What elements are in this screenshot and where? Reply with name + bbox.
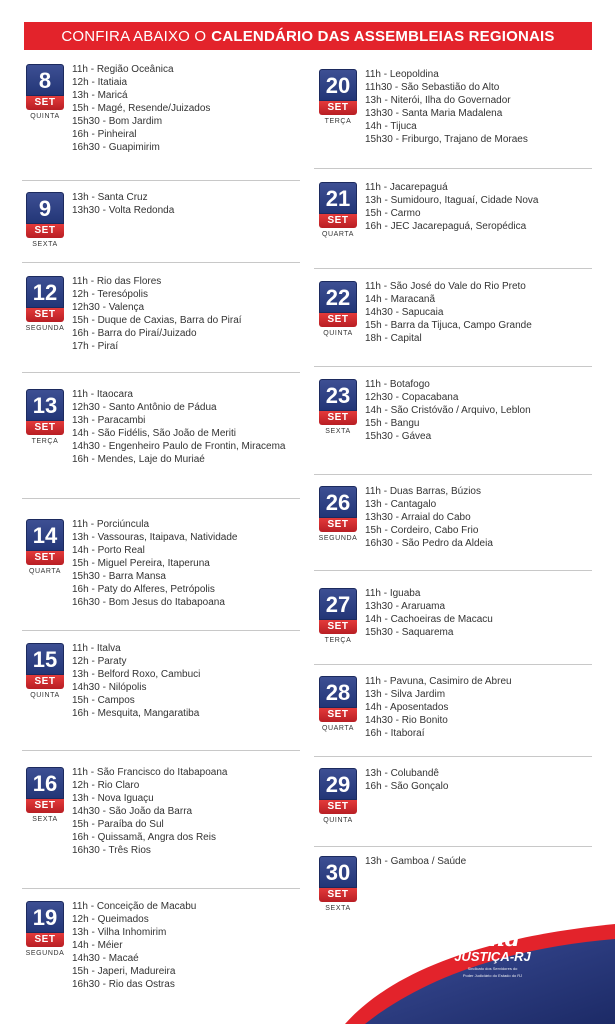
separator-line	[314, 366, 592, 367]
session-item: 15h - Paraíba do Sul	[72, 819, 164, 830]
separator-line	[314, 570, 592, 571]
session-item: 14h - Méier	[72, 940, 123, 951]
banner-prefix: CONFIRA ABAIXO O	[61, 27, 207, 45]
date-badge	[319, 676, 357, 732]
session-item: 11h - Duas Barras, Búzios	[365, 486, 481, 497]
day-number: 12	[26, 276, 64, 308]
day-number: 8	[26, 64, 64, 96]
session-item: 11h - Jacarepaguá	[365, 182, 448, 193]
date-badge	[319, 588, 357, 644]
session-item: 15h - Japeri, Madureira	[72, 966, 176, 977]
weekday-label: SEGUNDA	[25, 325, 65, 332]
date-badge	[319, 379, 357, 435]
month-label: SET	[319, 620, 357, 634]
session-item: 13h - Vassouras, Itaipava, Natividade	[72, 532, 238, 543]
separator-line	[314, 664, 592, 665]
weekday-label: TERÇA	[31, 438, 59, 445]
day-number: 23	[319, 379, 357, 411]
weekday-label: TERÇA	[324, 637, 352, 644]
session-item: 11h - Conceição de Macabu	[72, 901, 197, 912]
session-list	[72, 191, 174, 217]
session-item: 15h - Miguel Pereira, Itaperuna	[72, 558, 210, 569]
session-item: 13h - Gamboa / Saúde	[365, 856, 467, 867]
weekday-label: SEXTA	[32, 816, 58, 823]
weekday-label: SEGUNDA	[25, 950, 65, 957]
month-label: SET	[26, 308, 64, 322]
logo-justica: JUSTIÇA-RJ	[454, 949, 531, 964]
session-item: 15h30 - Bom Jardim	[72, 116, 163, 127]
session-item: 16h - Quissamã, Angra dos Reis	[72, 832, 216, 843]
month-label: SET	[319, 411, 357, 425]
session-list	[365, 767, 448, 793]
session-item: 15h30 - Saquarema	[365, 627, 454, 638]
month-label: SET	[26, 421, 64, 435]
session-item: 14h - São Fidélis, São João de Meriti	[72, 428, 236, 439]
session-item: 15h - Campos	[72, 695, 135, 706]
session-list	[72, 63, 210, 154]
separator-line	[22, 180, 300, 181]
weekday-label: QUINTA	[30, 113, 60, 120]
session-item: 13h - Maricá	[72, 90, 128, 101]
session-item: 14h30 - Rio Bonito	[365, 715, 448, 726]
separator-line	[314, 168, 592, 169]
session-item: 14h - Aposentados	[365, 702, 449, 713]
session-item: 13h - Belford Roxo, Cambuci	[72, 669, 201, 680]
separator-line	[22, 262, 300, 263]
session-item: 13h - Sumidouro, Itaguaí, Cidade Nova	[365, 195, 539, 206]
weekday-label: SEXTA	[32, 241, 58, 248]
day-number: 30	[319, 856, 357, 888]
weekday-label: QUINTA	[323, 817, 353, 824]
weekday-label: QUARTA	[321, 231, 355, 238]
session-list	[365, 485, 493, 550]
session-item: 14h30 - Sapucaia	[365, 307, 444, 318]
separator-line	[314, 756, 592, 757]
session-item: 16h30 - Bom Jesus do Itabapoana	[72, 597, 225, 608]
month-label: SET	[26, 933, 64, 947]
month-label: SET	[319, 518, 357, 532]
session-list	[365, 855, 466, 868]
session-item: 12h - Rio Claro	[72, 780, 140, 791]
month-label: SET	[26, 224, 64, 238]
session-item: 13h - Santa Cruz	[72, 192, 148, 203]
session-list	[72, 518, 237, 609]
weekday-label: QUARTA	[321, 725, 355, 732]
session-item: 14h30 - Nilópolis	[72, 682, 147, 693]
month-label: SET	[319, 214, 357, 228]
date-badge	[26, 643, 64, 699]
session-item: 14h30 - São João da Barra	[72, 806, 193, 817]
session-item: 13h30 - Araruama	[365, 601, 446, 612]
session-item: 11h - Pavuna, Casimiro de Abreu	[365, 676, 512, 687]
session-item: 16h30 - Guapimirim	[72, 142, 160, 153]
weekday-label: QUINTA	[30, 692, 60, 699]
month-label: SET	[319, 708, 357, 722]
day-number: 13	[26, 389, 64, 421]
session-item: 15h - Barra da Tijuca, Campo Grande	[365, 320, 532, 331]
session-item: 15h - Carmo	[365, 208, 421, 219]
day-number: 22	[319, 281, 357, 313]
session-item: 13h - Colubandê	[365, 768, 439, 779]
session-item: 11h - Iguaba	[365, 588, 421, 599]
header-banner	[24, 22, 592, 50]
session-item: 16h - Paty do Alferes, Petrópolis	[72, 584, 215, 595]
session-item: 12h - Queimados	[72, 914, 149, 925]
month-label: SET	[319, 888, 357, 902]
session-item: 11h - Italva	[72, 643, 121, 654]
month-label: SET	[319, 313, 357, 327]
weekday-label: SEXTA	[325, 905, 351, 912]
logo-sind: Sind	[464, 926, 521, 952]
session-item: 11h - Botafogo	[365, 379, 430, 390]
separator-line	[22, 498, 300, 499]
month-label: SET	[26, 551, 64, 565]
session-item: 13h30 - Volta Redonda	[72, 205, 175, 216]
separator-line	[22, 750, 300, 751]
day-number: 14	[26, 519, 64, 551]
session-item: 15h30 - Barra Mansa	[72, 571, 166, 582]
banner-title: CALENDÁRIO DAS ASSEMBLEIAS REGIONAIS	[211, 27, 555, 45]
month-label: SET	[26, 799, 64, 813]
session-item: 15h30 - Friburgo, Trajano de Moraes	[365, 134, 528, 145]
sind-justica-logo	[440, 928, 545, 978]
month-label: SET	[319, 800, 357, 814]
session-item: 14h30 - Macaé	[72, 953, 139, 964]
session-list	[365, 675, 512, 740]
day-number: 26	[319, 486, 357, 518]
date-badge	[26, 192, 64, 248]
session-item: 13h - Nova Iguaçu	[72, 793, 154, 804]
session-item: 12h - Paraty	[72, 656, 127, 667]
session-item: 11h - Leopoldina	[365, 69, 439, 80]
session-item: 15h - Cordeiro, Cabo Frio	[365, 525, 479, 536]
date-badge	[26, 64, 64, 120]
weekday-label: SEGUNDA	[318, 535, 358, 542]
day-number: 9	[26, 192, 64, 224]
logo-subtitle-2: Poder Judiciário do Estado do RJ	[462, 973, 523, 978]
session-item: 14h - Cachoeiras de Macacu	[365, 614, 493, 625]
date-badge	[26, 901, 64, 957]
session-item: 12h30 - Santo Antônio de Pádua	[72, 402, 217, 413]
session-list	[365, 280, 532, 345]
session-item: 13h - Silva Jardim	[365, 689, 446, 700]
session-item: 12h - Itatiaia	[72, 77, 128, 88]
date-badge	[319, 486, 357, 542]
session-list	[365, 68, 528, 146]
session-item: 16h30 - Rio das Ostras	[72, 979, 175, 990]
session-item: 14h - Tijuca	[365, 121, 417, 132]
session-item: 11h - São José do Vale do Rio Preto	[365, 281, 526, 292]
session-item: 16h - Pinheiral	[72, 129, 137, 140]
month-label: SET	[26, 96, 64, 110]
session-item: 13h30 - Arraial do Cabo	[365, 512, 471, 523]
session-item: 13h - Paracambi	[72, 415, 146, 426]
session-list	[365, 378, 531, 443]
session-list	[365, 587, 493, 639]
weekday-label: TERÇA	[324, 118, 352, 125]
session-item: 12h30 - Copacabana	[365, 392, 459, 403]
date-badge	[319, 182, 357, 238]
session-item: 16h30 - Três Rios	[72, 845, 151, 856]
month-label: SET	[26, 675, 64, 689]
day-number: 29	[319, 768, 357, 800]
date-badge	[319, 281, 357, 337]
day-number: 21	[319, 182, 357, 214]
session-item: 11h - Itaocara	[72, 389, 133, 400]
session-item: 15h - Magé, Resende/Juizados	[72, 103, 211, 114]
separator-line	[22, 888, 300, 889]
date-badge	[26, 767, 64, 823]
session-item: 16h - Itaboraí	[365, 728, 425, 739]
session-list	[72, 275, 242, 353]
separator-line	[22, 630, 300, 631]
session-list	[365, 181, 538, 233]
session-item: 13h - Vilha Inhomirim	[72, 927, 167, 938]
session-item: 13h30 - Santa Maria Madalena	[365, 108, 503, 119]
session-item: 16h - Mendes, Laje do Muriaé	[72, 454, 205, 465]
separator-line	[314, 268, 592, 269]
weekday-label: QUARTA	[28, 568, 62, 575]
session-item: 15h - Bangu	[365, 418, 420, 429]
date-badge	[319, 69, 357, 125]
session-item: 14h - São Cristóvão / Arquivo, Leblon	[365, 405, 531, 416]
session-item: 12h30 - Valença	[72, 302, 145, 313]
date-badge	[319, 768, 357, 824]
session-item: 11h - São Francisco do Itabapoana	[72, 767, 228, 778]
session-item: 13h - Cantagalo	[365, 499, 437, 510]
session-item: 16h - São Gonçalo	[365, 781, 449, 792]
session-item: 11h - Rio das Flores	[72, 276, 162, 287]
session-item: 14h - Maracanã	[365, 294, 436, 305]
session-list	[72, 388, 285, 466]
weekday-label: SEXTA	[325, 428, 351, 435]
session-item: 16h - Mesquita, Mangaratiba	[72, 708, 200, 719]
day-number: 15	[26, 643, 64, 675]
session-item: 18h - Capital	[365, 333, 422, 344]
session-item: 11h - Porciúncula	[72, 519, 150, 530]
session-item: 14h30 - Engenheiro Paulo de Frontin, Miracema	[72, 441, 286, 452]
separator-line	[22, 372, 300, 373]
session-item: 11h30 - São Sebastião do Alto	[365, 82, 500, 93]
session-item: 17h - Piraí	[72, 341, 119, 352]
session-item: 16h30 - São Pedro da Aldeia	[365, 538, 493, 549]
session-list	[72, 900, 196, 991]
date-badge	[26, 389, 64, 445]
session-list	[72, 642, 200, 720]
date-badge	[26, 276, 64, 332]
session-item: 15h30 - Gávea	[365, 431, 432, 442]
day-number: 20	[319, 69, 357, 101]
session-item: 16h - JEC Jacarepaguá, Seropédica	[365, 221, 527, 232]
session-item: 14h - Porto Real	[72, 545, 145, 556]
logo-subtitle-1: Sindicato dos Servidores do	[467, 966, 518, 971]
day-number: 28	[319, 676, 357, 708]
session-item: 16h - Barra do Piraí/Juizado	[72, 328, 197, 339]
session-item: 15h - Duque de Caxias, Barra do Piraí	[72, 315, 242, 326]
separator-line	[314, 846, 592, 847]
session-item: 11h - Região Oceânica	[72, 64, 174, 75]
session-list	[72, 766, 227, 857]
session-item: 12h - Teresópolis	[72, 289, 148, 300]
weekday-label: QUINTA	[323, 330, 353, 337]
day-number: 27	[319, 588, 357, 620]
month-label: SET	[319, 101, 357, 115]
session-item: 13h - Niterói, Ilha do Governador	[365, 95, 511, 106]
day-number: 19	[26, 901, 64, 933]
separator-line	[314, 474, 592, 475]
day-number: 16	[26, 767, 64, 799]
date-badge	[26, 519, 64, 575]
